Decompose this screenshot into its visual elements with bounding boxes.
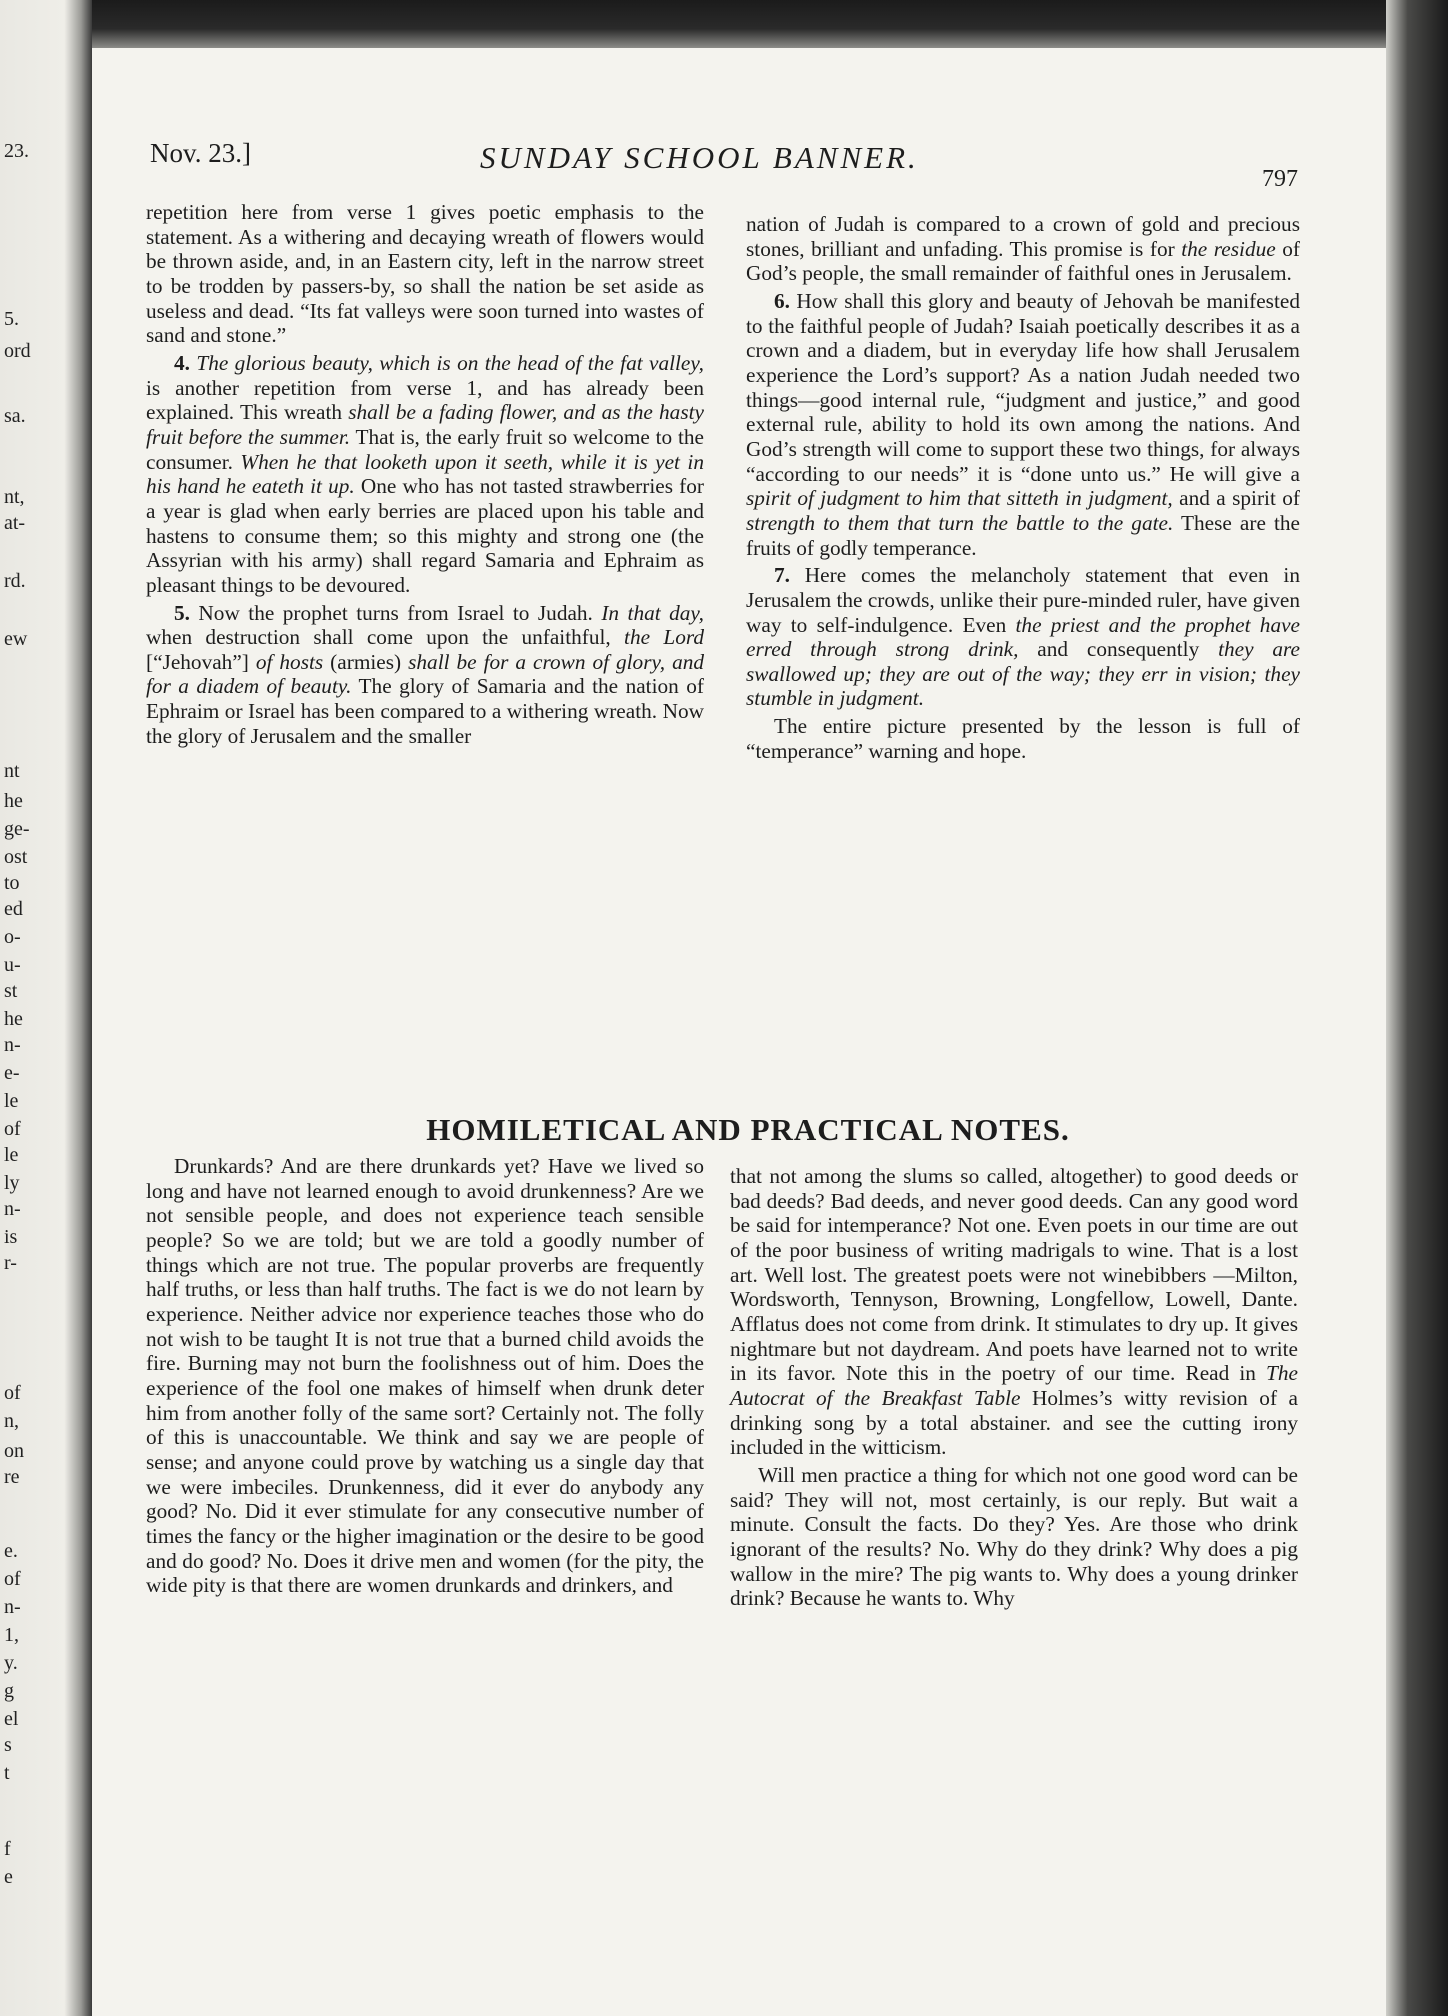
adjacent-page-fragment: he <box>4 1008 23 1030</box>
verse-number: 7. <box>774 563 790 588</box>
adjacent-page-fragment: 23. <box>4 140 29 162</box>
paragraph: Will men practice a thing for which not one good word can be said? They will not, most certainly, is our reply. But wait a minute. Consult the facts. Do they? Yes. Are those who drink ignorant of the results? No. Why do they drink? Why does a pig wallow in the mire? The pig wants to. Why does a young drinker drink? Because he wants to. Why <box>730 1462 1298 1611</box>
adjacent-page-fragment: s <box>4 1734 12 1756</box>
adjacent-page-fragment: f <box>4 1838 11 1860</box>
adjacent-page-fragment: u- <box>4 954 21 976</box>
adjacent-page-fragment: e <box>4 1866 13 1888</box>
adjacent-page-fragment: e- <box>4 1062 20 1084</box>
column-bottom-left <box>146 1154 704 1598</box>
text-run: These are the fruits of godly temperance. <box>746 510 1300 560</box>
column-bottom-right <box>730 1164 1298 1611</box>
adjacent-page-fragment: le <box>4 1090 19 1112</box>
adjacent-page-fragment: ord <box>4 340 31 362</box>
scripture-quote: shall be a fading flower, and as the hasty fruit before the summer. <box>146 400 704 449</box>
adjacent-page-fragment: n- <box>4 1034 21 1056</box>
adjacent-page-fragment: sa. <box>4 405 26 427</box>
adjacent-page-fragment: st <box>4 980 18 1002</box>
adjacent-page-fragment: ew <box>4 628 28 650</box>
verse-number: 6. <box>774 288 790 313</box>
paragraph-verse-7 <box>746 563 1300 711</box>
text-run: that not among the slums so called, altogether) to good deeds or bad deeds? Bad deeds, and never good deeds. Can any good word be said for intemperance? Not one. Even poets in our time are out of the poor business of writing madrigals to wine. That is a lost art. Well lost. The greatest poets were not winebibbers —Milton, Wordsworth, Tennyson, Browning, Longfellow, Lowell, Dante. Afflatus does not come from drink. It stimulates to dry up. It gives nightmare but not daydream. And poets have learned not to write in its favor. Note this in the poetry of our time. Read in <box>730 1164 1298 1386</box>
paragraph-verse-5 <box>146 601 704 749</box>
adjacent-page-fragment: el <box>4 1708 19 1730</box>
adjacent-page-fragment: of <box>4 1568 21 1590</box>
adjacent-page-fragment: n- <box>4 1596 21 1618</box>
section-heading: HOMILETICAL AND PRACTICAL NOTES. <box>426 1112 1070 1147</box>
adjacent-page-fragment: of <box>4 1118 21 1140</box>
scripture-quote: The glorious beauty, which is on the head of the fat valley, <box>196 350 704 375</box>
page-number: 797 <box>1262 166 1298 192</box>
book-title: The Autocrat of the Breakfast Table <box>730 1361 1298 1410</box>
text-run: Here comes the melancholy statement that even in Jerusalem the crowds, unlike their pure-minded ruler, have given way to self-indulgence. Even <box>746 563 1300 637</box>
text-run: Holmes’s witty revision of a drinking song by a total abstainer. and see the cutting irony included in the witticism. <box>730 1385 1298 1460</box>
scan-top-edge <box>0 0 1448 48</box>
adjacent-page-fragment: rd. <box>4 570 26 592</box>
verse-number: 4. <box>174 350 190 375</box>
adjacent-page-fragment: e. <box>4 1540 18 1562</box>
adjacent-page-fragment: ly <box>4 1172 20 1194</box>
adjacent-page-fragment: n, <box>4 1410 19 1432</box>
adjacent-page-fragment: at- <box>4 512 26 534</box>
scripture-quote: they are swallowed up; they are out of the way; they err in vision; they stumble in judgment. <box>746 637 1300 711</box>
column-top-right <box>746 212 1300 763</box>
text-run: nation of Judah is compared to a crown of gold and precious stones, brilliant and unfading. This promise is for <box>746 212 1300 261</box>
adjacent-page-fragment: he <box>4 790 23 812</box>
scripture-quote: the Lord <box>624 625 704 650</box>
text-run: [“Jehovah”] <box>146 649 256 674</box>
paragraph: Drunkards? And are there drunkards yet? Have we lived so long and have not learned enough to avoid drunkenness? Are we not sensible people, and does not experience teach sensible people? So we are told; but we are told a goodly number of things which are not true. The popular proverbs are frequently half truths, or less than half truths. The fact is we do not learn by experience. Neither advice nor experience teaches those who do not wish to be taught It is not true that a burned child avoids the fire. Burning may not burn the foolishness out of him. Does the experience of the fool one makes of himself when drunk deter him from another folly of the same sort? Certainly not. The folly of this is unaccountable. We think and say we are people of sense; and anyone could prove by watching us a single day that we were imbeciles. Drunkenness, did it ever do anybody any good? No. Did it ever stimulate for any consecutive number of times the fancy or the higher imagination or the desire to be good and do good? No. Does it drive men and women (for the pity, the wide pity is that there are women drunkards and drinkers, and <box>146 1154 704 1598</box>
scripture-quote: of hosts <box>255 649 324 674</box>
column-top-left <box>146 200 704 748</box>
paragraph <box>730 1164 1298 1460</box>
running-title: SUNDAY SCHOOL BANNER. <box>480 140 919 175</box>
adjacent-page-fragment: ed <box>4 898 23 920</box>
adjacent-page-fragment: of <box>4 1382 21 1404</box>
scripture-quote: the priest and the prophet have erred through strong drink, <box>746 612 1301 662</box>
book-edge <box>1386 0 1448 2016</box>
adjacent-page-fragment: y. <box>4 1652 18 1674</box>
text-run: of God’s people, the small remainder of faithful ones in Jerusalem. <box>746 236 1300 286</box>
adjacent-page-fragment: ost <box>4 846 28 868</box>
adjacent-page-fragment: ge- <box>4 818 30 840</box>
text-run: That is, the early fruit so welcome to the consumer. <box>146 424 704 474</box>
adjacent-page-fragment: nt, <box>4 486 25 508</box>
paragraph: repetition here from verse 1 gives poetic emphasis to the statement. As a withering and decaying wreath of flowers would be thrown aside, and, in an Eastern city, left in the narrow street to be trodden by passers-by, so shall the nation be set aside as useless and dead. “Its fat valleys were soon turned into wastes of sand and stone.” <box>146 200 704 348</box>
text-run: is another repetition from verse 1, and has already been explained. This wreath <box>146 375 704 425</box>
adjacent-page-fragment: g <box>4 1680 14 1702</box>
adjacent-page-fragment: r- <box>4 1252 17 1274</box>
scripture-quote: strength to them that turn the battle to the gate. <box>746 510 1174 535</box>
adjacent-page-strip <box>0 0 92 2016</box>
header-date: Nov. 23.] <box>150 138 251 168</box>
paragraph <box>746 212 1300 286</box>
adjacent-page-fragment: re <box>4 1466 20 1488</box>
text-run: (armies) <box>323 649 409 674</box>
text-run: when destruction shall come upon the unfaithful, <box>146 625 625 650</box>
adjacent-page-fragment: t <box>4 1762 10 1784</box>
adjacent-page-fragment: n- <box>4 1198 21 1220</box>
adjacent-page-fragment: to <box>4 872 20 894</box>
scripture-quote: spirit of judgment to him that sitteth in judgment, <box>746 486 1173 511</box>
text-run: Now the prophet turns from Israel to Judah. <box>189 600 602 625</box>
text-run: One who has not tasted strawberries for a year is glad when early berries are placed upon his table and hastens to consume them; so this mighty and strong one (the Assyrian with his army) shall regard Samaria and Ephraim as pleasant things to be devoured. <box>146 474 704 597</box>
scripture-quote: shall be for a crown of glory, and for a diadem of beauty. <box>146 649 705 699</box>
text-run: and consequently <box>1018 637 1219 662</box>
adjacent-page-fragment: on <box>4 1440 24 1462</box>
verse-number: 5. <box>174 600 190 625</box>
adjacent-page-fragment: le <box>4 1144 19 1166</box>
paragraph-verse-4 <box>146 351 704 598</box>
text-run: and a spirit of <box>1172 486 1300 511</box>
text-run: The glory of Samaria and the nation of Ephraim or Israel has been compared to a withering wreath. Now the glory of Jerusalem and the smaller <box>146 674 705 748</box>
adjacent-page-fragment: 5. <box>4 308 19 330</box>
text-run: How shall this glory and beauty of Jehovah be manifested to the faithful people of Judah? Isaiah poetically describes it as a crown and a diadem, but in everyday life how shall Jerusalem experience the Lord’s support? As a nation Judah needed two things—good internal rule, “judgment and justice,” and good external rule, ability to hold its own among the nations. And God’s strength will come to support these two things, for always “according to our needs” it is “done unto us.” He will give a <box>746 288 1300 486</box>
paragraph-summary: The entire picture presented by the lesson is full of “temperance” warning and hope. <box>746 714 1300 763</box>
scripture-quote: In that day, <box>601 600 705 625</box>
paragraph-verse-6 <box>746 289 1300 560</box>
adjacent-page-fragment: nt <box>4 760 20 782</box>
adjacent-page-fragment: o- <box>4 926 21 948</box>
adjacent-page-fragment: 1, <box>4 1624 19 1646</box>
scripture-quote: When he that looketh upon it seeth, while it is yet in his hand he eateth it up. <box>146 449 704 499</box>
scripture-quote: the residue <box>1181 236 1276 261</box>
adjacent-page-fragment: is <box>4 1226 18 1248</box>
